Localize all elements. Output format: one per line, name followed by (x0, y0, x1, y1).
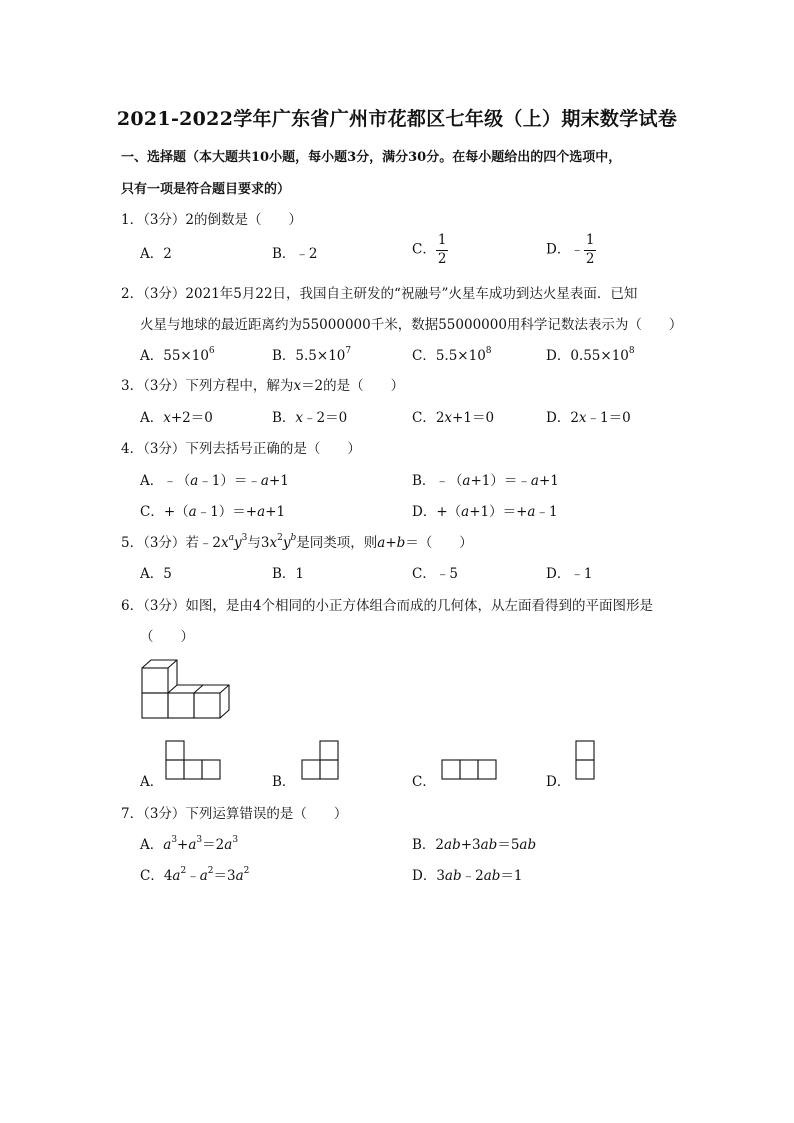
page-title: 2021-2022学年广东省广州市花都区七年级（上）期末数学试卷 (116, 108, 678, 130)
q1-option-c: C． $\frac{1}{2}$ (412, 232, 447, 267)
q3-option-a: A．x+2＝0 (140, 410, 213, 426)
q4-option-b: B．﹣（a+1）＝﹣a+1 (412, 473, 559, 489)
q7-option-c: C．$4a^2﹣a^2=3a^2$ (140, 866, 250, 884)
q3-option-c: C．2x+1＝0 (412, 410, 495, 426)
q1-option-b: B．﹣2 (272, 246, 318, 262)
q7-option-d: D．3ab﹣2ab＝1 (412, 868, 523, 884)
q6-option-b-figure (301, 740, 341, 780)
question-4-stem: 4．（3分）下列去括号正确的是（ ） (121, 441, 361, 457)
question-2-stem-line1: 2．（3分）2021年5月22日，我国自主研发的“祝融号”火星车成功到达火星表面．已知 (121, 286, 638, 302)
fraction: $\frac{1}{2}$ (437, 232, 447, 267)
fraction: $\frac{1}{2}$ (585, 232, 595, 267)
question-1-stem: 1．（3分）2的倒数是（ ） (121, 212, 303, 228)
q7-option-b: B．2ab+3ab＝5ab (412, 837, 537, 853)
q5-option-a: A．5 (140, 566, 172, 582)
q1-option-d: D．﹣ $\frac{1}{2}$ (546, 232, 595, 267)
q2-option-d: D．$0.55\times 10^8$ (546, 346, 635, 364)
question-2-stem-line2: 火星与地球的最近距离约为55000000千米，数据55000000用科学记数法表示为（ ） (140, 317, 683, 333)
q7-option-a: A．$a^3+a^3=2a^3$ (140, 835, 239, 853)
q6-option-d-label: D． (546, 774, 571, 790)
q1-option-a: A．2 (140, 246, 172, 262)
q6-option-a-figure (165, 740, 223, 780)
q6-option-a-label: A． (140, 774, 164, 790)
q6-option-c-figure (441, 759, 499, 780)
question-6-stem-line2: （ ） (140, 629, 194, 645)
q3-option-d: D．2x﹣1＝0 (546, 410, 631, 426)
q4-option-d: D．+（a+1）＝+a﹣1 (412, 504, 558, 520)
section-heading-line1: 一、选择题（本大题共10小题，每小题3分，满分30分。在每小题给出的四个选项中， (121, 150, 622, 165)
cube-solid-figure (138, 657, 238, 721)
question-3-stem: 3．（3分）下列方程中，解为x＝2的是（ ） (121, 378, 405, 394)
q6-option-b-label: B． (272, 774, 296, 790)
q2-option-c: C．$5.5\times 10^8$ (412, 346, 492, 364)
q5-option-b: B．1 (272, 566, 305, 582)
q3-option-b: B．x﹣2＝0 (272, 410, 348, 426)
q5-option-c: C．﹣5 (412, 566, 458, 582)
question-7-stem: 7．（3分）下列运算错误的是（ ） (121, 806, 348, 822)
question-6-stem-line1: 6．（3分）如图，是由4个相同的小正方体组合而成的几何体，从左面看得到的平面图形是 (121, 598, 654, 614)
q4-option-a: A．﹣（a﹣1）＝﹣a+1 (140, 473, 289, 489)
q2-option-b: B．$5.5\times 10^7$ (272, 346, 352, 364)
section-heading-line2: 只有一项是符合题目要求的） (121, 182, 291, 197)
question-5-stem: 5．（3分）若$﹣2x^ay^3$与$3x^2y^b$是同类项，则a+b＝（ ） (121, 533, 473, 551)
q6-option-c-label: C． (412, 774, 436, 790)
q2-option-a: A．$55\times 10^6$ (140, 346, 215, 364)
q5-option-d: D．﹣1 (546, 566, 593, 582)
q6-option-d-figure (575, 740, 597, 780)
q4-option-c: C．+（a﹣1）＝+a+1 (140, 504, 286, 520)
